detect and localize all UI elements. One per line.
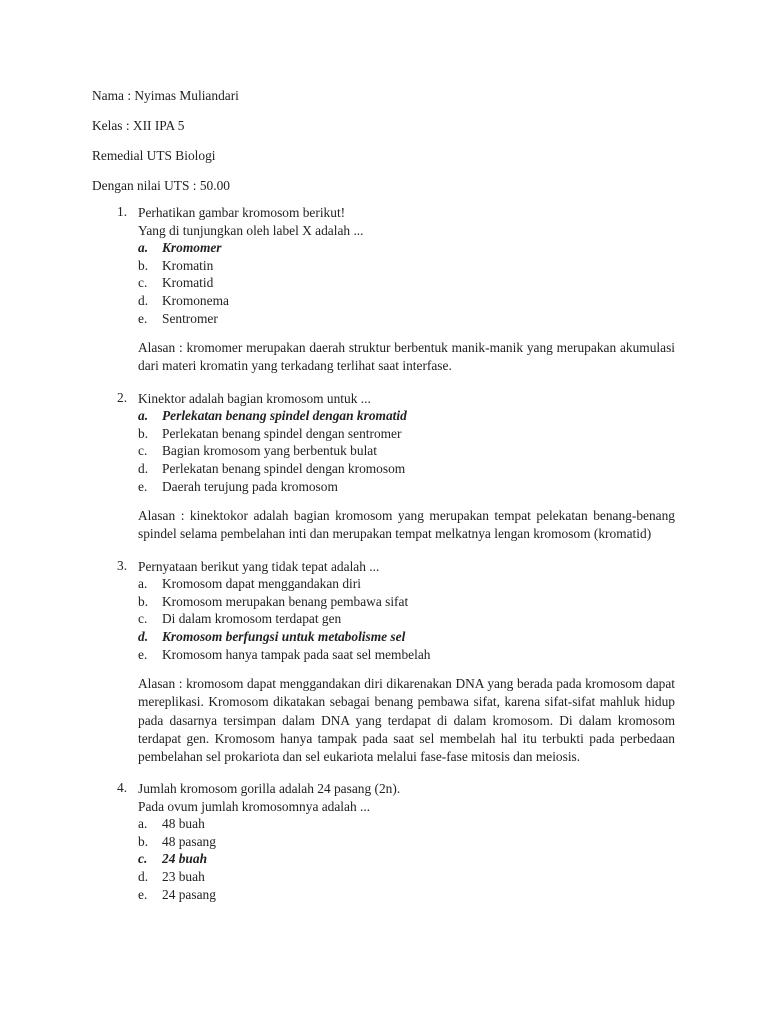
- option-letter: a.: [138, 408, 149, 424]
- option-letter: d.: [138, 869, 149, 885]
- question-stem: Pernyataan berikut yang tidak tepat adalah ...: [138, 558, 380, 574]
- option: [138, 292, 675, 310]
- option-list: [138, 407, 675, 495]
- option-correct: [138, 407, 675, 425]
- option-correct: [138, 239, 675, 257]
- option: [138, 646, 675, 664]
- student-class: Kelas : XII IPA 5: [92, 118, 185, 133]
- option-letter: e.: [138, 310, 148, 326]
- option: [138, 274, 675, 292]
- answer-reason: Alasan : kinektokor adalah bagian kromosom yang merupakan tempat pelekatan benang-benang spindel selama pembelahan inti dan merupakan tempat melkatnya lengan kromosom (kromatid): [138, 508, 675, 542]
- option: [138, 478, 675, 496]
- option-text: Kromonema: [162, 292, 229, 308]
- option-letter: d.: [138, 460, 149, 476]
- answer-reason: Alasan : kromomer merupakan daerah struktur berbentuk manik-manik yang merupakan akumulasi dari materi kromatin yang terkadang terlihat saat interfase.: [138, 340, 675, 374]
- question-body: [138, 780, 675, 903]
- answer-reason: Alasan : kromosom dapat menggandakan diri dikarenakan DNA yang berada pada kromosom dapat mereplikasi. Kromosom dikatakan sebagai benang pembawa sifat, karena sifat-sifat mahluk hidup pada dasarnya tersimpan dalam DNA yang terdapat di dalam kromosom. Di dalam kromosom terdapat gen. Kromosom hanya tampak pada saat sel membelah hal itu terbukti pada perbedaan pembelahan sel prokariota dan sel eukariota melalui fase-fase mitosis dan meiosis.: [138, 676, 675, 764]
- option: [138, 868, 675, 886]
- option-text: 48 buah: [162, 816, 205, 832]
- question-stem: Kinektor adalah bagian kromosom untuk ...: [138, 390, 371, 406]
- option-correct: [138, 850, 675, 868]
- option-letter: b.: [138, 257, 149, 273]
- option-letter: e.: [138, 886, 148, 902]
- option-text: 24 buah: [162, 851, 208, 867]
- question-2: [117, 390, 675, 544]
- question-1: [117, 204, 675, 376]
- question-stem: Perhatikan gambar kromosom berikut!: [138, 205, 346, 220]
- option-text: 24 pasang: [162, 886, 216, 902]
- option-letter: e.: [138, 478, 148, 494]
- question-list: [117, 204, 675, 917]
- option-correct: [138, 628, 675, 646]
- option-letter: b.: [138, 425, 149, 441]
- option-letter: c.: [138, 443, 148, 459]
- option-text: Perlekatan benang spindel dengan kromatid: [162, 408, 407, 424]
- option: [138, 593, 675, 611]
- option-list: [138, 239, 675, 327]
- exam-score: Dengan nilai UTS : 50.00: [92, 178, 230, 193]
- option-text: Daerah terujung pada kromosom: [162, 478, 338, 494]
- option: [138, 310, 675, 328]
- option: [138, 610, 675, 628]
- option-text: Di dalam kromosom terdapat gen: [162, 611, 342, 627]
- option: [138, 815, 675, 833]
- option-text: Bagian kromosom yang berbentuk bulat: [162, 443, 377, 459]
- question-3: [117, 558, 675, 767]
- question-body: [138, 390, 675, 544]
- option: [138, 575, 675, 593]
- question-number: 2.: [117, 389, 128, 405]
- student-info: [92, 86, 692, 206]
- option-text: Kromomer: [162, 240, 222, 256]
- question-number: 1.: [117, 204, 128, 219]
- option-text: Kromosom hanya tampak pada saat sel membelah: [162, 646, 431, 662]
- question-body: [138, 558, 675, 767]
- option-text: Perlekatan benang spindel dengan kromosom: [162, 460, 406, 476]
- question-body: [138, 204, 675, 376]
- option-text: Kromosom berfungsi untuk metabolisme sel: [162, 628, 406, 644]
- option-text: Kromosom merupakan benang pembawa sifat: [162, 593, 409, 609]
- option-letter: a.: [138, 240, 149, 256]
- option: [138, 257, 675, 275]
- option-text: Kromosom dapat menggandakan diri: [162, 576, 361, 592]
- question-stem: Pada ovum jumlah kromosomnya adalah ...: [138, 798, 371, 814]
- option: [138, 886, 675, 904]
- option: [138, 425, 675, 443]
- option-text: Kromatid: [162, 275, 214, 291]
- option-letter: a.: [138, 816, 148, 832]
- exam-title: Remedial UTS Biologi: [92, 148, 216, 163]
- question-4: [117, 780, 675, 903]
- option-text: 23 buah: [162, 869, 205, 885]
- option-text: Perlekatan benang spindel dengan sentromer: [162, 425, 402, 441]
- option-text: Sentromer: [162, 310, 218, 326]
- option-letter: c.: [138, 851, 148, 867]
- option-text: 48 pasang: [162, 833, 216, 849]
- option-letter: d.: [138, 292, 149, 308]
- option-letter: b.: [138, 833, 149, 849]
- option-text: Kromatin: [162, 257, 214, 273]
- option: [138, 460, 675, 478]
- option-list: [138, 815, 675, 903]
- student-name: Nama : Nyimas Muliandari: [92, 88, 239, 103]
- option-letter: c.: [138, 611, 148, 627]
- option: [138, 442, 675, 460]
- question-number: 4.: [117, 780, 128, 796]
- question-number: 3.: [117, 557, 128, 573]
- question-stem: Yang di tunjungkan oleh label X adalah ...: [138, 222, 364, 238]
- option-letter: d.: [138, 628, 149, 644]
- option-letter: b.: [138, 593, 149, 609]
- option-letter: e.: [138, 646, 148, 662]
- question-stem: Jumlah kromosom gorilla adalah 24 pasang (2n).: [138, 781, 401, 797]
- option-list: [138, 575, 675, 663]
- option-letter: c.: [138, 275, 148, 291]
- option: [138, 833, 675, 851]
- option-letter: a.: [138, 576, 148, 592]
